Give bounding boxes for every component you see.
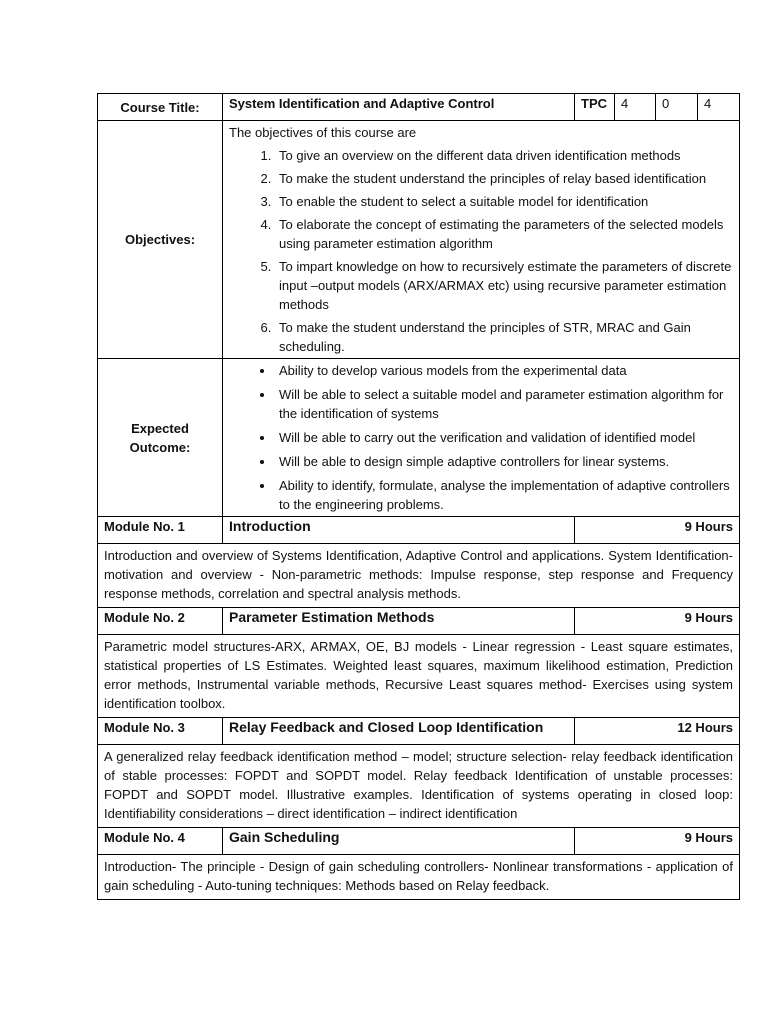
objectives-label: Objectives: (98, 121, 223, 359)
tpc-label: TPC (575, 94, 615, 121)
module-content: A generalized relay feedback identification method – model; structure selection- relay feedback identification of stable processes: FOPDT and SOPDT model. Relay feedback Identification of unstable processes: FOPDT and SOPDT model. Illustrative examples. Identification of systems operating in closed loop: Identifiability considerations – direct identification – indirect identification (98, 745, 740, 828)
outcome-item: • Will be able to design simple adaptive controllers for linear systems. (275, 452, 735, 471)
module-title: Gain Scheduling (223, 828, 575, 855)
outcome-item: • Will be able to carry out the verification and validation of identified model (275, 428, 735, 447)
module-hours: 12 Hours (575, 718, 740, 745)
module-content-row (98, 635, 740, 718)
module-number: Module No. 2 (98, 608, 223, 635)
module-title: Parameter Estimation Methods (223, 608, 575, 635)
objective-item: 6. To make the student understand the principles of STR, MRAC and Gain scheduling. (275, 318, 735, 356)
module-number: Module No. 4 (98, 828, 223, 855)
module-content: Parametric model structures-ARX, ARMAX, OE, BJ models - Linear regression - Least square estimates, statistical properties of LS Estimates. Weighted least squares, maximum likelihood estimation, Prediction error methods, Instrumental variable methods, Recursive Least squares method- Exercises using system identification toolbox. (98, 635, 740, 718)
module-hours: 9 Hours (575, 608, 740, 635)
outcome-item: • Ability to develop various models from the experimental data (275, 361, 735, 380)
module-title: Introduction (223, 517, 575, 544)
course-title-label: Course Title: (98, 94, 223, 121)
outcome-row (98, 359, 740, 517)
objectives-intro: The objectives of this course are (229, 125, 417, 140)
module-header-row (98, 828, 740, 855)
course-title-row (98, 94, 740, 121)
objective-item: 5. To impart knowledge on how to recursively estimate the parameters of discrete input –output models (ARX/ARMAX etc) using recursive parameter estimation methods (275, 257, 735, 314)
tpc-practical: 0 (656, 94, 698, 121)
module-content: Introduction and overview of Systems Identification, Adaptive Control and applications. System Identification-motivation and overview - Non-parametric methods: Impulse response, step response and Frequency response methods, correlation and spectral analysis methods. (98, 544, 740, 608)
module-number: Module No. 3 (98, 718, 223, 745)
objective-item: 4. To elaborate the concept of estimating the parameters of the selected models using parameter estimation algorithm (275, 215, 735, 253)
objective-item: 3. To enable the student to select a suitable model for identification (275, 192, 735, 211)
module-number: Module No. 1 (98, 517, 223, 544)
module-header-row (98, 517, 740, 544)
module-content-row (98, 544, 740, 608)
objectives-cell (223, 121, 740, 359)
objective-item: 1. To give an overview on the different data driven identification methods (275, 146, 735, 165)
outcome-list (229, 361, 735, 514)
module-header-row (98, 608, 740, 635)
tpc-credits: 4 (698, 94, 740, 121)
objectives-row (98, 121, 740, 359)
outcome-item: • Will be able to select a suitable model and parameter estimation algorithm for the identification of systems (275, 385, 735, 423)
course-title: System Identification and Adaptive Control (223, 94, 575, 121)
module-title: Relay Feedback and Closed Loop Identification (223, 718, 575, 745)
tpc-theory: 4 (615, 94, 656, 121)
outcome-item: • Ability to identify, formulate, analyse the implementation of adaptive controllers to the engineering problems. (275, 476, 735, 514)
module-content: Introduction- The principle - Design of gain scheduling controllers- Nonlinear transformations - application of gain scheduling - Auto-tuning techniques: Methods based on Relay feedback. (98, 855, 740, 900)
outcome-label: Expected Outcome: (98, 359, 223, 517)
objectives-list (229, 146, 735, 356)
objective-item: 2. To make the student understand the principles of relay based identification (275, 169, 735, 188)
module-content-row (98, 855, 740, 900)
syllabus-table (97, 93, 740, 900)
outcome-cell (223, 359, 740, 517)
module-header-row (98, 718, 740, 745)
module-hours: 9 Hours (575, 517, 740, 544)
module-content-row (98, 745, 740, 828)
module-hours: 9 Hours (575, 828, 740, 855)
